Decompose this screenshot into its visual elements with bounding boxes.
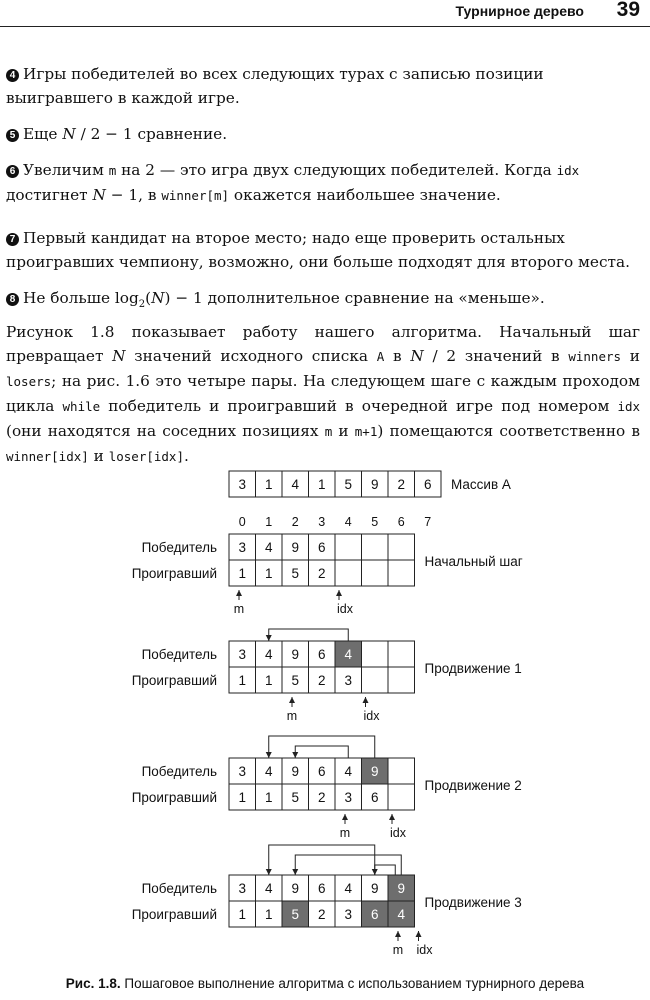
step-3-loser-label: Проигравший [131,907,217,922]
step-2-link-b-head [292,752,298,758]
step-1-m-pointer-head [289,697,295,703]
page-number: 39 [616,0,640,21]
step-0-winner-label: Победитель [141,540,217,555]
step-1-link-line [269,629,349,641]
step-2-loser-cell-6 [388,784,415,810]
step-2-idx-label: idx [390,826,406,840]
step-1-idx-pointer-head [363,697,369,703]
step-2-loser-value-3: 2 [317,790,326,805]
step-3-link-c-line [375,865,396,875]
step-2-loser-value-0: 1 [238,790,247,805]
figure-caption: Рис. 1.8. Пошаговое выполнение алгоритма с использованием турнирного дерева [65,976,585,991]
step-0-winner-value-2: 9 [291,540,300,555]
section-title: Турнирное дерево [455,3,584,19]
step-3-winner-label: Победитель [141,881,217,896]
step-3-link-b-head [292,869,298,875]
step-3-loser-value-5: 6 [370,907,379,922]
step-2-loser-value-5: 6 [370,790,379,805]
step-3-idx-pointer-head [416,931,422,937]
step-0-winner-value-3: 6 [317,540,326,555]
step-0-winner-value-1: 4 [264,540,273,555]
array-a-value-0: 3 [238,477,247,492]
note-8: 8 Не больше $\log_2(N) - 1$ дополнительное сравнение на «меньше». [6,286,640,317]
step-3-winner-value-6: 9 [397,881,406,896]
index-0: 0 [238,515,246,529]
step-2-winner-value-5: 9 [370,764,379,779]
step-0-winner-cell-4 [335,534,362,560]
step-1-winner-cell-6 [388,641,415,667]
note-marker-7: 7 [6,233,19,246]
step-2-winner-value-1: 4 [264,764,273,779]
step-0-loser-value-2: 5 [291,566,300,581]
step-0-loser-cell-5 [362,560,389,586]
step-2-label: Продвижение 2 [424,778,522,793]
step-0-winner-cell-6 [388,534,415,560]
step-2-loser-label: Проигравший [131,790,217,805]
step-2-winner-cell-6 [388,758,415,784]
step-2-loser-value-4: 3 [344,790,353,805]
step-1-loser-cell-5 [362,667,389,693]
step-1-m-label: m [286,709,298,723]
note-marker-5: 5 [6,129,19,142]
step-3-winner-value-3: 6 [317,881,326,896]
index-1: 1 [265,515,273,529]
note-6: 6 Увеличим m на 2 — это игра двух следующих победителей. Когда idx достигнет N − 1, в winner[m] окажется наибольшее значение. [6,161,580,204]
step-0-loser-cell-4 [335,560,362,586]
step-3-m-label: m [392,943,404,957]
step-0-loser-cell-6 [388,560,415,586]
step-3-loser-value-4: 3 [344,907,353,922]
array-a-value-6: 2 [397,477,406,492]
step-1-loser-cell-6 [388,667,415,693]
step-3-idx-label: idx [416,943,433,957]
step-3-loser-value-1: 1 [264,907,273,922]
note-marker-8: 8 [6,293,19,306]
step-3-winner-value-2: 9 [291,881,300,896]
body-paragraph: Рисунок 1.8 показывает работу нашего алгоритма. Начальный шаг превращает N значений исходного списка A в N / 2 значений в winners и losers; на рис. 1.6 это четыре пары. На следующем шаге с каждым проходом цикла while победитель и проигравший в очередной игре под номером idx (они находятся на соседних позициях m и m+1) помещаются соответственно в winner[idx] и loser[idx]. [6,323,641,465]
step-1-loser-value-3: 2 [317,673,326,688]
step-0-loser-label: Проигравший [131,566,217,581]
step-3-label: Продвижение 3 [424,895,522,910]
step-1-loser-value-1: 1 [264,673,273,688]
note-5: 5 Еще N / 2 − 1 сравнение. [6,122,640,146]
index-7: 7 [424,515,432,529]
step-3-winner-value-0: 3 [238,881,247,896]
note-marker-6: 6 [6,165,19,178]
step-0-m-label: m [233,602,245,616]
step-1-winner-value-3: 6 [317,647,326,662]
array-a-label: Массив A [451,477,511,492]
step-2-winner-value-2: 9 [291,764,300,779]
step-3-link-c-head [372,869,378,875]
step-3-winner-value-1: 4 [264,881,273,896]
array-a-value-4: 5 [344,477,353,492]
note-4: 4 Игры победителей во всех следующих турах с записью позиции выигравшего в каждой игре. [6,65,544,107]
step-1-idx-label: idx [363,709,380,723]
array-a-value-2: 4 [291,477,300,492]
step-2-winner-value-3: 6 [317,764,326,779]
step-2-winner-label: Победитель [141,764,217,779]
step-3-loser-value-6: 4 [397,907,406,922]
step-1-loser-value-2: 5 [291,673,300,688]
index-3: 3 [318,515,326,529]
step-1-winner-value-2: 9 [291,647,300,662]
step-2-loser-value-1: 1 [264,790,273,805]
step-1-link-head [266,635,272,641]
step-0-idx-pointer-head [336,590,342,596]
step-3-m-pointer-head [395,931,401,937]
step-2-loser-value-2: 5 [291,790,300,805]
step-3-link-a-line [269,845,375,875]
step-0-idx-label: idx [337,602,353,616]
step-3-winner-value-4: 4 [344,881,353,896]
step-3-winner-value-5: 9 [370,881,379,896]
step-0-winner-cell-5 [362,534,389,560]
step-1-loser-value-0: 1 [238,673,247,688]
step-1-loser-value-4: 3 [344,673,353,688]
step-0-loser-value-1: 1 [264,566,273,581]
note-7: 7 Первый кандидат на второе место; надо еще проверить остальных проигравших чемпиону, возможно, они больше подходят для второго места. [6,229,630,271]
step-1-loser-label: Проигравший [131,673,217,688]
step-2-link-a-head [266,752,272,758]
step-0-label: Начальный шаг [424,554,523,569]
step-2-winner-value-0: 3 [238,764,247,779]
array-a-value-1: 1 [264,477,273,492]
step-2-m-pointer-head [342,814,348,820]
step-0-loser-value-0: 1 [238,566,247,581]
step-1-winner-value-4: 4 [344,647,353,662]
step-1-winner-value-0: 3 [238,647,247,662]
step-0-loser-value-3: 2 [317,566,326,581]
step-0-m-pointer-head [236,590,242,596]
step-3-loser-value-0: 1 [238,907,247,922]
array-a-value-7: 6 [423,477,432,492]
index-6: 6 [397,515,405,529]
step-3-loser-value-3: 2 [317,907,326,922]
step-1-winner-value-1: 4 [264,647,273,662]
step-1-label: Продвижение 1 [424,661,522,676]
step-2-link-b-line [295,746,348,758]
step-3-link-a-head [266,869,272,875]
step-1-winner-label: Победитель [141,647,217,662]
index-4: 4 [344,515,352,529]
index-2: 2 [291,515,299,529]
step-2-link-a-line [269,736,375,758]
step-2-m-label: m [339,826,351,840]
step-2-winner-value-4: 4 [344,764,353,779]
array-a-value-5: 9 [370,477,379,492]
index-5: 5 [371,515,379,529]
step-2-idx-pointer-head [389,814,395,820]
step-0-winner-value-0: 3 [238,540,247,555]
step-3-loser-value-2: 5 [291,907,300,922]
step-1-winner-cell-5 [362,641,389,667]
note-marker-4: 4 [6,69,19,82]
array-a-value-3: 1 [317,477,326,492]
